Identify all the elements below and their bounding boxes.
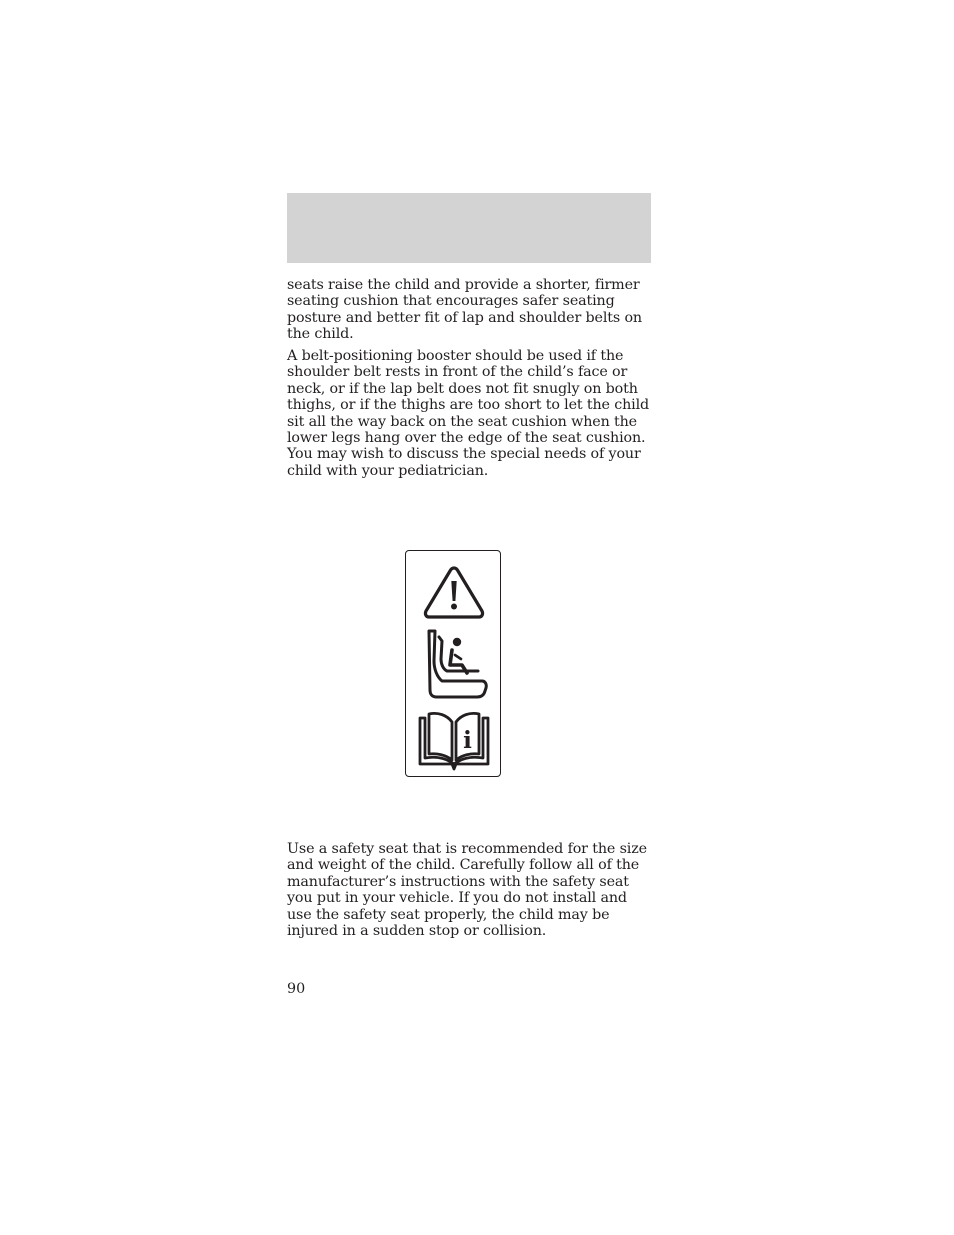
page-number: 90 [287,981,306,997]
child-seat-icon [429,631,486,697]
section-header-band [287,193,651,263]
paragraph-booster-seats: seats raise the child and provide a shorter, firmer seating cushion that encourages safer seating posture and better fit of lap and shoulder belts on the child. [287,277,642,343]
warning-symbol-panel [405,550,501,777]
paragraph-safety-seat-instructions: Use a safety seat that is recommended for the size and weight of the child. Carefully follow all of the manufacturer’s instructions with the safety seat you put in your vehicle. If you do not install and use the safety seat properly, the child may be injured in a sudden stop or collision. [287,841,647,940]
warning-triangle-icon [425,568,482,617]
owner-manual-info-icon [420,713,488,769]
paragraph-belt-positioning-booster: A belt-positioning booster should be used if the shoulder belt rests in front of the child’s face or neck, or if the lap belt does not fit snugly on both thighs, or if the thighs are too short to let the child sit all the way back on the seat cushion when the lower legs hang over the edge of the seat cushion. You may wish to discuss the special needs of your child with your pediatrician. [287,348,650,479]
info-glyph: i [463,727,472,754]
